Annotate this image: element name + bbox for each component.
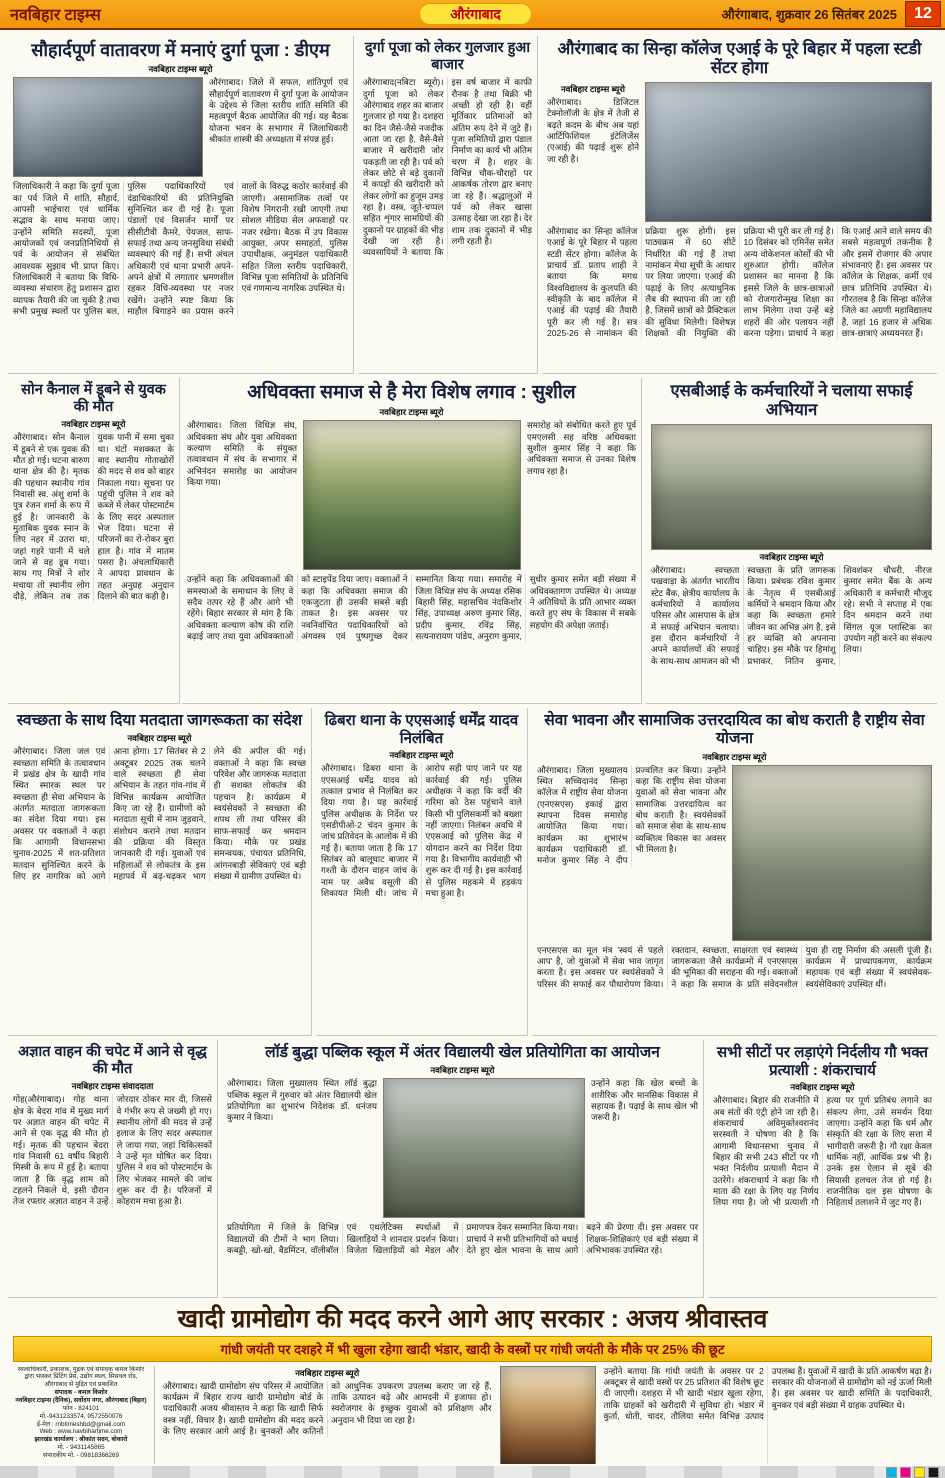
headline: सेवा भावना और सामाजिक उत्तरदायित्व का बोध कराती है राष्ट्रीय सेवा योजना (544, 712, 925, 748)
article-gau-bhakt (708, 1040, 937, 1298)
cyan-mark (886, 1467, 897, 1478)
article-nss-seva (532, 708, 937, 1036)
body-text: औरंगाबाद। स्वच्छता पखवाड़ा के अंतर्गत भारतीय स्टेट बैंक, क्षेत्रीय कार्यालय के कर्मचारियों ने कार्यालय परिसर और आसपास के क्षेत्र में सफाई अभियान चलाया। इस दौरान कर्मचारियों ने अपने कार्यालयों की सफाई के साथ-साथ आमजन को भी स्वच्छता के प्रति जागरूक किया। प्रबंधक रविश कुमार के नेतृत्व में एसबीआई कर्मियों ने श्रमदान किया और कहा कि स्वच्छता हमारे जीवन का अभिन्न अंग है, इसे हर व्यक्ति को अपनाना चाहिए। इस मौके पर हिमांशु प्रभाकर, नितिन कुमार, शिवशंकर चौधरी, नीरज कुमार समेत बैंक के अन्य अधिकारी व कर्मचारी मौजूद रहे। सभी ने सप्ताह में एक दिन श्रमदान करने तथा सिंगल यूज प्लास्टिक का उपयोग नहीं करने का संकल्प लिया। (651, 564, 932, 666)
body-text: औरंगाबाद(नबिटा ब्यूरो)। दुर्गा पूजा को लेकर औरंगाबाद शहर का बाजार गुलजार हो गया है। दशहरा का दिन जैसे-जैसे नजदीक आता जा रहा है, वैसे-वैसे बाजार में खरीदारी जोर पकड़ती जा रही है। पर्व को लेकर छोटे से बड़े दुकानों में कपड़ों की खरीदारी को लेकर लोगों का हुजूम उमड़ रहा है। वस्त्र, जूते-चप्पल सहित शृंगार सामग्रियों की दुकानों पर ग्राहकों की भीड़ देखी जा रही है। व्यवसायियों ने बताया कि इस वर्ष बाजार में काफी रौनक है तथा बिक्री भी अच्छी हो रही है। वहीं मूर्तिकार प्रतिमाओं को अंतिम रूप देने में जुटे हैं। पूजा समितियों द्वारा पंडाल निर्माण का कार्य भी अंतिम चरण में है। शहर के विभिन्न चौक-चौराहों पर आकर्षक तोरण द्वार बनाए जा रहे हैं। श्रद्धालुओं में पर्व को लेकर खासा उत्साह देखा जा रहा है। देर शाम तक दुकानों में भीड़ लगी रहती है। (363, 77, 532, 258)
byline: नवबिहार टाइम्स ब्यूरो (702, 751, 767, 762)
body-text: उन्होंने बताया कि गांधी जयंती के अवसर पर 2 अक्टूबर से खादी वस्त्रों पर 25 प्रतिशत की विशेष छूट दी जाएगी। दशहरा में भी खादी भंडार खुला रहेगा, ताकि ग्राहकों को खरीदारी में सुविधा हो। भंडार में कुर्ता, धोती, चादर, तौलिया समेत विभिन्न उत्पाद उपलब्ध हैं। युवाओं में खादी के प्रति आकर्षण बढ़ा है। सरकार की योजनाओं से ग्रामोद्योग को नई ऊर्जा मिली है। इस अवसर पर खादी समिति के पदाधिकारी, बुनकर एवं बड़ी संख्या में ग्राहक उपस्थित थे। (603, 1365, 932, 1421)
headline: एसबीआई के कर्मचारियों ने चलाया सफाई अभियान (670, 382, 913, 420)
body-text: औरंगाबाद। जिला जल एवं स्वच्छता समिति के तत्वावधान में प्रखंड क्षेत्र के खादी गांव स्थित स्मारक स्थल पर स्वच्छता ही सेवा अभियान के अंतर्गत मतदाता जागरूकता का संदेश दिया गया। इस अवसर पर वक्ताओं ने कहा कि आगामी विधानसभा चुनाव-2025 में शत-प्रतिशत मतदान सुनिश्चित करने के लिए हर नागरिक को आगे आना होगा। 17 सितंबर से 2 अक्टूबर 2025 तक चलने वाले स्वच्छता ही सेवा अभियान के तहत गांव-गांव में विभिन्न कार्यक्रम आयोजित किए जा रहे हैं। ग्रामीणों को मतदाता सूची में नाम जुड़वाने, संशोधन कराने तथा मतदान की प्रक्रिया की विस्तृत जानकारी दी गई। युवाओं एवं महिलाओं से लोकतंत्र के इस महापर्व में बढ़-चढ़कर भाग लेने की अपील की गई। वक्ताओं ने कहा कि स्वच्छ परिवेश और जागरूक मतदाता ही सशक्त लोकतंत्र की पहचान है। कार्यक्रम में स्वयंसेवकों ने स्वच्छता की शपथ ली तथा परिसर की साफ-सफाई कर श्रमदान किया। मौके पर प्रखंड समन्वयक, पंचायत प्रतिनिधि, आंगनबाड़ी सेविकाएं एवं बड़ी संख्या में ग्रामीण उपस्थित थे। (13, 746, 306, 882)
body-text: औरंगाबाद। खादी ग्रामोद्योग संघ परिसर में आयोजित कार्यक्रम में बिहार राज्य खादी ग्रामोद्योग बोर्ड के पदाधिकारी अजय श्रीवास्तव ने कहा कि खादी सिर्फ वस्त्र नहीं, विचार है। खादी ग्रामोद्योग की मदद करने के लिए सरकार आगे आई है। बुनकरों और कतिनों को आधुनिक उपकरण उपलब्ध कराए जा रहे हैं, ताकि उत्पादन बढ़े और आमदनी में इजाफा हो। स्वरोजगार के इच्छुक युवाओं को प्रशिक्षण और अनुदान भी दिया जा रहा है। (163, 1380, 492, 1436)
article-photo-function (303, 420, 521, 570)
article-lord-buddha-khel (222, 1040, 704, 1298)
body-text: औरंगाबाद। सोन कैनाल में डूबने से एक युवक की मौत हो गई। घटना बारुण थाना क्षेत्र की है। मृतक की पहचान स्थानीय गांव निवासी स्व. अंशु शर्मा के पुत्र रंजन शर्मा के रूप में हुई है। जानकारी के मुताबिक युवक स्नान के लिए नहर में उतरा था, जहां गहरे पानी में चले जाने से वह डूब गया। साथ गए मित्रों ने शोर मचाया तो स्थानीय लोग दौड़े, लेकिन तब तक युवक पानी में समा चुका था। घंटों मशक्कत के बाद स्थानीय गोताखोरों की मदद से शव को बाहर निकाला गया। सूचना पर पहुंची पुलिस ने शव को कब्जे में लेकर पोस्टमार्टम के लिए सदर अस्पताल भेज दिया। घटना से परिजनों का रो-रोकर बुरा हाल है। गांव में मातम पसरा है। अंचलाधिकारी ने आपदा प्रावधान के तहत अनुग्रह अनुदान दिलाने की बात कही है। (13, 432, 174, 602)
headline: सभी सीटों पर लड़ाएंगे निर्दलीय गौ भक्त प्रत्याशी : शंकराचार्य (717, 1044, 928, 1079)
headline: ढिबरा थाना के एएसआई धर्मेंद्र यादव निलंबित (324, 712, 519, 747)
article-son-canal-death (8, 378, 180, 704)
article-photo-school-teams (383, 1078, 585, 1218)
byline: नवबिहार टाइम्स ब्यूरो (389, 750, 454, 761)
article-bazaar (358, 36, 538, 374)
body-text: औरंगाबाद। जिले में सफल, शांतिपूर्ण एवं सौहार्दपूर्ण वातावरण में दुर्गा पूजा के आयोजन के उद्देश्य से जिला स्तरीय शांति समिति की महत्वपूर्ण बैठक आयोजित की गई। यह बैठक योजना भवन के सभागार में जिलाधिकारी श्रीकांत शास्त्री की अध्यक्षता में संपन्न हुई। (209, 77, 348, 144)
body-text: औरंगाबाद। बिहार की राजनीति में अब संतों की एंट्री होने जा रही है। शंकराचार्य अविमुक्तेश्वरानंद सरस्वती ने घोषणा की है कि आगामी विधानसभा चुनाव में बिहार की सभी 243 सीटों पर गौ भक्त निर्दलीय प्रत्याशी मैदान में उतरेंगे। शंकराचार्य ने कहा कि गौ माता की रक्षा के लिए यह निर्णय लिया गया है। जो भी प्रत्याशी गौ हत्या पर पूर्ण प्रतिबंध लगाने का संकल्प लेगा, उसे समर्थन दिया जाएगा। उन्होंने कहा कि धर्म और संस्कृति की रक्षा के लिए सत्ता में भागीदारी जरूरी है। गौ रक्षा केवल धार्मिक नहीं, आर्थिक प्रश्न भी है। उनके इस ऐलान से सूबे की सियासी हलचल तेज हो गई है। राजनीतिक दल इस घोषणा के निहितार्थ तलाशने में जुट गए हैं। (713, 1095, 932, 1208)
publisher-line: संपादकीय मो. - 09818366269 (43, 1451, 119, 1459)
article-photo-nss-volunteers (732, 765, 932, 941)
article-sinha-college-ai (542, 36, 937, 374)
publisher-line: नवबिहार टाइम्स (दैनिक), सर्वोदय नगर, औरंगाबाद (बिहार) (15, 1396, 147, 1404)
body-text: जिलाधिकारी ने कहा कि दुर्गा पूजा का पर्व जिले में शांति, सौहार्द, आपसी भाईचारा एवं धार्मिक सद्भाव के साथ मनाया जाए। उन्होंने समिति सदस्यों, पूजा आयोजकों एवं जनप्रतिनिधियों से पर्व के आयोजन से संबंधित आवश्यक सुझाव भी प्राप्त किए। जिलाधिकारी ने बताया कि विधि-व्यवस्था संधारण हेतु प्रशासन द्वारा व्यापक तैयारी की जा चुकी है तथा सभी प्रमुख स्थलों पर पुलिस बल, पुलिस पदाधिकारियों एवं दंडाधिकारियों की प्रतिनियुक्ति सुनिश्चित कर दी गई है। पूजा पंडालों एवं विसर्जन मार्गों पर सीसीटीवी कैमरे, पेयजल, साफ-सफाई तथा अन्य जनसुविधा संबंधी व्यवस्थाएं की गई हैं। सभी अंचल अधिकारी एवं थाना प्रभारी अपने-अपने क्षेत्रों में लगातार भ्रमणशील रहकर विधि-व्यवस्था पर नजर रखेंगे। उन्होंने स्पष्ट किया कि माहौल बिगाड़ने का प्रयास करने वालों के विरुद्ध कठोर कार्रवाई की जाएगी। असामाजिक तत्वों पर विशेष निगरानी रखी जाएगी तथा सोशल मीडिया सेल अफवाहों पर नजर रखेगा। बैठक में उप विकास आयुक्त, अपर समाहर्ता, पुलिस उपाधीक्षक, अनुमंडल पदाधिकारी सहित जिला स्तरीय पदाधिकारी, विभिन्न पूजा समितियों के प्रतिनिधि एवं गणमान्य नागरिक उपस्थित थे। (13, 181, 348, 317)
body-text: एनएसएस का मूल मंत्र 'स्वयं से पहले आप' है, जो युवाओं में सेवा भाव जागृत करता है। इस अवसर पर स्वयंसेवकों ने परिसर की सफाई कर पौधारोपण किया। रक्तदान, स्वच्छता, साक्षरता एवं स्वास्थ्य जागरूकता जैसे कार्यक्रमों में एनएसएस की भूमिका की सराहना की गई। वक्ताओं ने कहा कि समाज के प्रति संवेदनशील युवा ही राष्ट्र निर्माण की असली पूंजी हैं। कार्यक्रम में प्राध्यापकगण, कार्यक्रम सहायक एवं बड़ी संख्या में स्वयंसेवक-स्वयंसेविकाएं उपस्थित थीं। (537, 944, 932, 989)
byline: नवबिहार टाइम्स ब्यूरो (430, 1065, 495, 1076)
body-text: औरंगाबाद। ढिबरा थाना के एएसआई धर्मेंद्र यादव को तत्काल प्रभाव से निलंबित कर दिया गया है। यह कार्रवाई पुलिस अधीक्षक के निर्देश पर एसडीपीओ-2 चंदन कुमार के जांच प्रतिवेदन के आलोक में की गई है। बताया जाता है कि 17 सितंबर को बालूघाट बाजार में गश्ती के दौरान वाहन जांच के नाम पर अवैध वसूली की शिकायत मिली थी। जांच में आरोप सही पाए जाने पर यह कार्रवाई की गई। पुलिस अधीक्षक ने कहा कि वर्दी की गरिमा को ठेस पहुंचाने वाले किसी भी पुलिसकर्मी को बख्शा नहीं जाएगा। निलंबन अवधि में एएसआई को पुलिस केंद्र में योगदान करने का निर्देश दिया गया है। विभागीय कार्यवाही भी शुरू कर दी गई है। इस कार्रवाई से पुलिस महकमे में हड़कंप मचा हुआ है। (321, 763, 522, 899)
body-text: औरंगाबाद। जिला विधिज्ञ संघ, अधिवक्ता संघ और युवा अधिवक्ता कल्याण समिति के संयुक्त तत्वावधान में संघ के सभागार में अभिनंदन समारोह का आयोजन किया गया। (187, 420, 297, 488)
article-adhivakta-sushil (182, 378, 642, 704)
publisher-line: ई-मेल : rnbtimeshbd@gmail.com (36, 1420, 126, 1428)
byline: नवबिहार टाइम्स संवाददाता (71, 1081, 154, 1092)
edition-badge: औरंगाबाद (419, 3, 532, 25)
byline: नवबिहार टाइम्स ब्यूरो (759, 551, 824, 562)
byline: नवबिहार टाइम्स ब्यूरो (61, 419, 126, 430)
yellow-mark (914, 1467, 925, 1478)
article-photo-portrait (500, 1366, 596, 1465)
byline: नवबिहार टाइम्स ब्यूरो (560, 83, 626, 94)
headline: अज्ञात वाहन की चपेट में आने से वृद्ध की मौत (18, 1044, 207, 1078)
print-color-bar (0, 1466, 945, 1478)
publisher-line: संपादक - कमल किशोर (54, 1389, 108, 1397)
byline: नवबिहार टाइम्स ब्यूरो (127, 733, 192, 744)
khadi-subhead-strip: गांधी जयंती पर दशहरे में भी खुला रहेगा खादी भंडार, खादी के वस्त्रों पर गांधी जयंती के मौके पर 25% की छूट (13, 1336, 932, 1362)
body-text: प्रतियोगिता में जिले के विभिन्न विद्यालयों की टीमों ने भाग लिया। कबड्डी, खो-खो, बैडमिंटन, वॉलीबॉल एवं एथलेटिक्स स्पर्धाओं में खिलाड़ियों ने शानदार प्रदर्शन किया। विजेता खिलाड़ियों को मेडल और प्रमाणपत्र देकर सम्मानित किया गया। प्राचार्य ने सभी प्रतिभागियों को बधाई देते हुए खेल भावना के साथ आगे बढ़ने की प्रेरणा दी। इस अवसर पर शिक्षक-शिक्षिकाएं एवं बड़ी संख्या में अभिभावक उपस्थित रहे। (227, 1222, 698, 1255)
black-mark (928, 1467, 939, 1478)
headline: स्वच्छता के साथ दिया मतदाता जागरूकता का संदेश (16, 712, 303, 729)
body-text: औरंगाबाद। जिला मुख्यालय स्थित लॉर्ड बुद्धा पब्लिक स्कूल में गुरुवार को अंतर विद्यालयी खेल प्रतियोगिता का शुभारंभ निदेशक डॉ. धनंजय कुमार ने किया। (227, 1078, 377, 1123)
publisher-line: स्वत्वाधिकारी, प्रकाशक, मुद्रक एवं संपादक कमल किशोर द्वारा भास्कर प्रिंटिंग प्रेस, उद्योग स्थल, सिसवल रोड, औरंगाबाद से मुद्रित एवं प्रकाशित (17, 1365, 145, 1389)
publisher-line: झारखंड कार्यालय : श्रीकांत सदन, बोकारो (34, 1436, 128, 1444)
byline: नवबिहार टाइम्स ब्यूरो (790, 1082, 855, 1093)
article-matdata-jagrukta (8, 708, 312, 1036)
dateline-text: औरंगाबाद, शुक्रवार 26 सितंबर 2025 (721, 7, 897, 22)
publisher-line: Web : www.navbihartime.com (39, 1428, 123, 1436)
headline: दुर्गा पूजा को लेकर गुलजार हुआ बाजार (364, 40, 531, 74)
article-sbi-safai (646, 378, 937, 704)
magenta-mark (900, 1467, 911, 1478)
headline: लॉर्ड बुद्धा पब्लिक स्कूल में अंतर विद्यालयी खेल प्रतियोगिता का आयोजन (265, 1044, 660, 1061)
article-photo-meeting (13, 77, 203, 177)
article-vridh-death (8, 1040, 218, 1298)
publisher-box (13, 1366, 155, 1465)
headline: खादी ग्रामोद्योग की मदद करने आगे आए सरकार : अजय श्रीवास्तव (177, 1305, 768, 1333)
page-number-badge: 12 (905, 1, 941, 27)
article-photo-sbi-staff (651, 424, 932, 550)
body-text: उन्होंने कहा कि खेल बच्चों के शारीरिक और मानसिक विकास में सहायक हैं। पढ़ाई के साथ खेल भी जरूरी है। (591, 1078, 698, 1123)
body-text: समारोह को संबोधित करते हुए पूर्व एमएलसी सह वरिष्ठ अधिवक्ता सुशील कुमार सिंह ने कहा कि अधिवक्ता समाज से उनका विशेष लगाव रहा है। (527, 420, 636, 476)
headline: अधिवक्ता समाज से है मेरा विशेष लगाव : सुशील (247, 382, 576, 403)
article-dhibra-asi-suspended (316, 708, 528, 1036)
headline: औरंगाबाद का सिन्हा कॉलेज एआई के पूरे बिहार में पहला स्टडी सेंटर होगा (557, 40, 922, 78)
article-durga-puja-dm (8, 36, 354, 374)
publisher-line: मो.-9431233574, 9572550076 (39, 1412, 123, 1420)
article-khadi-gramodyog (8, 1302, 937, 1464)
headline: सौहार्दपूर्ण वातावरण में मनाएं दुर्गा पूजा : डीएम (31, 40, 330, 60)
masthead (0, 0, 945, 30)
body-text: औरंगाबाद। डिजिटल टेक्नोलॉजी के क्षेत्र में तेजी से बढ़ते कदम के बीच अब यहां आर्टिफिशियल इंटेलिजेंस (एआई) की पढ़ाई शुरू होने जा रही है। (547, 96, 639, 164)
body-text: गोह(औरंगाबाद)। गोह थाना क्षेत्र के बेदरा गांव में मुख्य मार्ग पर अज्ञात वाहन की चपेट में आने से एक वृद्ध की मौत हो गई। मृतक की पहचान बेदरा गांव निवासी 61 वर्षीय बिहारी मिस्त्री के रूप में हुई है। बताया जाता है कि वृद्ध शाम को टहलने निकले थे, इसी दौरान तेज रफ्तार अज्ञात वाहन ने उन्हें जोरदार ठोकर मार दी, जिससे वे गंभीर रूप से जख्मी हो गए। स्थानीय लोगों की मदद से उन्हें इलाज के लिए सदर अस्पताल ले जाया गया, जहां चिकित्सकों ने उन्हें मृत घोषित कर दिया। पुलिस ने शव को पोस्टमार्टम के लिए भेजकर मामले की जांच शुरू कर दी है। परिजनों में कोहराम मचा हुआ है। (13, 1094, 212, 1207)
body-text: उन्होंने कहा कि अधिवक्ताओं की समस्याओं के समाधान के लिए वे सदैव तत्पर रहे हैं और आगे भी रहेंगे। बिहार सरकार से मांग है कि अधिवक्ता कल्याण कोष की राशि बढ़ाई जाए तथा युवा अधिवक्ताओं को स्टाइपेंड दिया जाए। वक्ताओं ने कहा कि अधिवक्ता समाज की एकजुटता ही उसकी सबसे बड़ी ताकत है। इस अवसर पर नवनिर्वाचित पदाधिकारियों को अंगवस्त्र एवं पुष्पगुच्छ देकर सम्मानित किया गया। समारोह में जिला विधिज्ञ संघ के अध्यक्ष रसिक बिहारी सिंह, महासचिव नंदकिशोर सिंह, उपाध्यक्ष अरुण कुमार सिंह, प्रदीप कुमार, रविंद्र सिंह, सत्यनारायण पांडेय, अनुराग कुमार, सुधीर कुमार समेत बड़ी संख्या में अधिवक्तागण उपस्थित थे। अध्यक्ष ने अतिथियों के प्रति आभार व्यक्त करते हुए संघ के विकास में सबके सहयोग की अपेक्षा जताई। (187, 574, 636, 642)
paper-name: नवबिहार टाइम्स (10, 7, 101, 24)
headline: सोन कैनाल में डूबने से युवक की मौत (21, 382, 166, 416)
article-photo-college (645, 82, 932, 222)
byline: नवबिहार टाइम्स ब्यूरो (295, 1367, 360, 1378)
byline: नवबिहार टाइम्स ब्यूरो (148, 64, 213, 75)
body-text: औरंगाबाद का सिन्हा कॉलेज एआई के पूरे बिहार में पहला स्टडी सेंटर होगा। कॉलेज के प्राचार्य डॉ. प्रताप शाही ने बताया कि मगध विश्वविद्यालय के कुलपति की स्वीकृति के बाद कॉलेज में एआई की पढ़ाई की तैयारी पूरी कर ली गई है। सत्र 2025-26 से नामांकन की प्रक्रिया शुरू होगी। इस पाठ्यक्रम में 60 सीटें निर्धारित की गई हैं तथा नामांकन मेधा सूची के आधार पर लिया जाएगा। एआई की पढ़ाई के लिए अत्याधुनिक लैब की स्थापना की जा रही है, जिसमें छात्रों को प्रैक्टिकल की सुविधा मिलेगी। विशेषज्ञ शिक्षकों की नियुक्ति की प्रक्रिया भी पूरी कर ली गई है। 10 दिसंबर को एमिनेंस समेत अन्य वोकेशनल कोर्सों की भी शुरुआत होगी। कॉलेज प्रशासन का मानना है कि इससे जिले के छात्र-छात्राओं को रोजगारोन्मुख शिक्षा का लाभ मिलेगा तथा उन्हें बड़े शहरों की ओर पलायन नहीं करना पड़ेगा। प्राचार्य ने कहा कि एआई आने वाले समय की सबसे महत्वपूर्ण तकनीक है और इसमें रोजगार की अपार संभावनाएं हैं। इस अवसर पर कॉलेज के शिक्षक, कर्मी एवं छात्र प्रतिनिधि उपस्थित थे। गौरतलब है कि सिन्हा कॉलेज जिले का अग्रणी महाविद्यालय है, जहां 16 हजार से अधिक छात्र-छात्राएं अध्ययनरत हैं। (547, 225, 932, 339)
byline: नवबिहार टाइम्स ब्यूरो (379, 407, 444, 418)
publisher-line: फोन - 824101 (62, 1404, 100, 1412)
publisher-line: मो. - 9431145865 (57, 1444, 105, 1452)
body-text: औरंगाबाद। जिला मुख्यालय स्थित सच्चिदानंद सिन्हा कॉलेज में राष्ट्रीय सेवा योजना (एनएसएस) इकाई द्वारा स्थापना दिवस समारोह आयोजित किया गया। कार्यक्रम का शुभारंभ कार्यक्रम पदाधिकारी डॉ. मनोज कुमार सिंह ने दीप प्रज्वलित कर किया। उन्होंने कहा कि राष्ट्रीय सेवा योजना युवाओं को सेवा भावना और सामाजिक उत्तरदायित्व का बोध कराती है। स्वयंसेवकों को समाज सेवा के साथ-साथ व्यक्तित्व विकास का अवसर भी मिलता है। (537, 764, 726, 866)
